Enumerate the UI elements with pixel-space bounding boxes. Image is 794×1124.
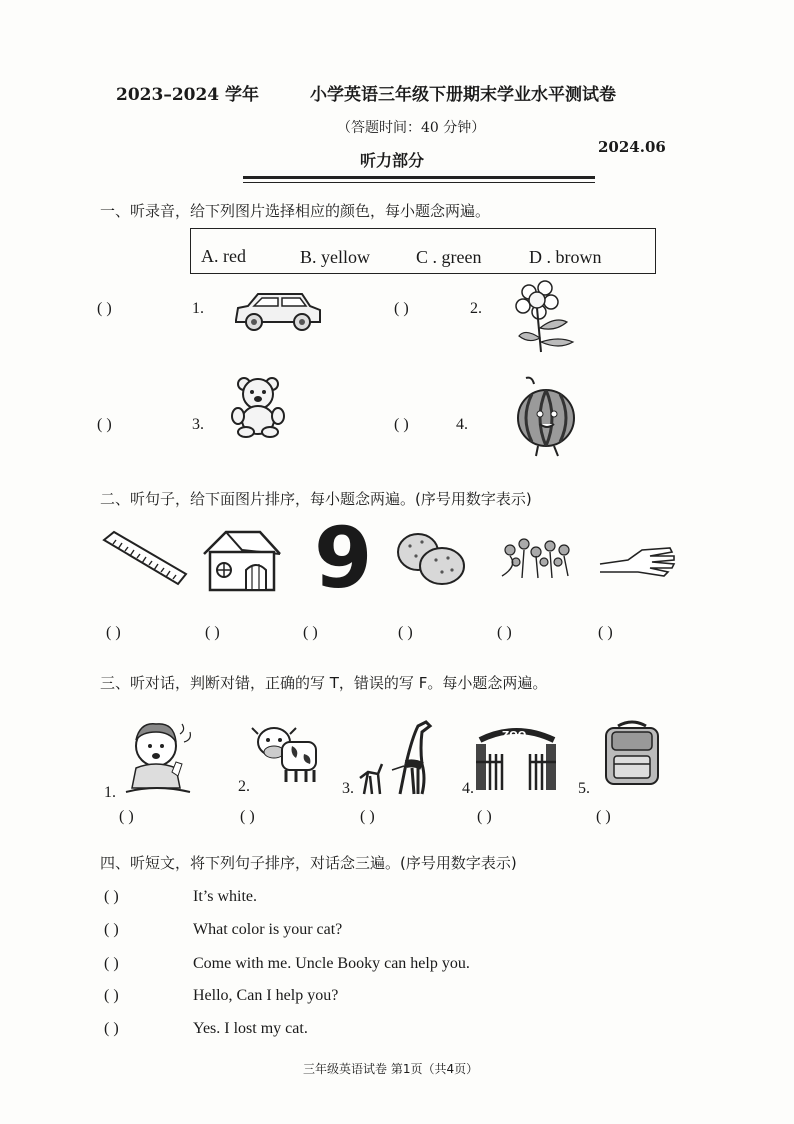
sentence-2: What color is your cat?: [193, 921, 343, 938]
section2-heading: 二、听句子，给下面图片排序，每小题念两遍。(序号用数字表示): [100, 490, 532, 508]
answer-blank-1[interactable]: ( ): [97, 300, 112, 317]
option-c: C . green: [416, 247, 482, 267]
item-number: 3.: [192, 416, 204, 433]
house-icon: [202, 528, 282, 592]
item-number: 2.: [238, 778, 250, 795]
nine-icon: 9: [314, 509, 373, 607]
ruler-icon: [100, 530, 188, 588]
answer-blank-4[interactable]: ( ): [394, 416, 409, 433]
giraffes-icon: [356, 718, 448, 796]
flower-icon: [515, 278, 581, 354]
sentence-blank-1[interactable]: ( ): [104, 888, 119, 905]
item-number: 3.: [342, 780, 354, 797]
tf-blank-1[interactable]: ( ): [119, 808, 134, 825]
sentence-blank-3[interactable]: ( ): [104, 955, 119, 972]
tf-blank-3[interactable]: ( ): [360, 808, 375, 825]
order-blank-4[interactable]: ( ): [398, 624, 413, 641]
backpack-icon: [600, 720, 664, 786]
sentence-3: Come with me. Uncle Booky can help you.: [193, 955, 470, 972]
section3-heading: 三、听对话，判断对错，正确的写 T，错误的写 F。每小题念两遍。: [100, 674, 548, 692]
cookies-icon: [396, 530, 468, 588]
section1-heading: 一、听录音，给下列图片选择相应的颜色，每小题念两遍。: [100, 202, 491, 220]
flowers-icon: [498, 536, 576, 580]
item-number: 5.: [578, 780, 590, 797]
page-footer: 三年级英语试卷 第1页（共4页）: [303, 1062, 479, 1076]
item-number: 4.: [462, 780, 474, 797]
cow-icon: [252, 724, 320, 784]
order-blank-1[interactable]: ( ): [106, 624, 121, 641]
exam-title: 小学英语三年级下册期末学业水平测试卷: [310, 85, 616, 105]
tf-blank-5[interactable]: ( ): [596, 808, 611, 825]
answer-blank-3[interactable]: ( ): [97, 416, 112, 433]
hand-icon: [598, 542, 678, 578]
option-d: D . brown: [529, 247, 602, 267]
title-rule-thin: [243, 182, 595, 183]
order-blank-2[interactable]: ( ): [205, 624, 220, 641]
order-blank-5[interactable]: ( ): [497, 624, 512, 641]
option-a: A. red: [201, 246, 246, 266]
order-blank-6[interactable]: ( ): [598, 624, 613, 641]
item-number: 4.: [456, 416, 468, 433]
girl-icon: [120, 718, 200, 798]
sentence-blank-2[interactable]: ( ): [104, 921, 119, 938]
title-rule: [243, 176, 595, 179]
section4-heading: 四、听短文，将下列句子排序，对话念三遍。(序号用数字表示): [100, 854, 517, 872]
time-note: （答题时间：40 分钟）: [337, 120, 486, 136]
sentence-1: It’s white.: [193, 888, 257, 905]
item-number: 1.: [192, 300, 204, 317]
tf-blank-4[interactable]: ( ): [477, 808, 492, 825]
answer-blank-2[interactable]: ( ): [394, 300, 409, 317]
option-b: B. yellow: [300, 247, 370, 267]
sentence-blank-4[interactable]: ( ): [104, 987, 119, 1004]
item-number: 2.: [470, 300, 482, 317]
sentence-4: Hello, Can I help you?: [193, 987, 339, 1004]
zoo-sign: ZOO: [502, 730, 527, 741]
car-icon: [232, 290, 324, 336]
sentence-5: Yes. I lost my cat.: [193, 1020, 308, 1037]
order-blank-3[interactable]: ( ): [303, 624, 318, 641]
watermelon-icon: [512, 374, 582, 458]
exam-date: 2024.06: [598, 138, 666, 156]
part-title: 听力部分: [360, 151, 425, 170]
item-number: 1.: [104, 784, 116, 801]
school-year: 2023–2024 学年: [116, 85, 260, 105]
teddy-bear-icon: [228, 376, 288, 438]
tf-blank-2[interactable]: ( ): [240, 808, 255, 825]
sentence-blank-5[interactable]: ( ): [104, 1020, 119, 1037]
